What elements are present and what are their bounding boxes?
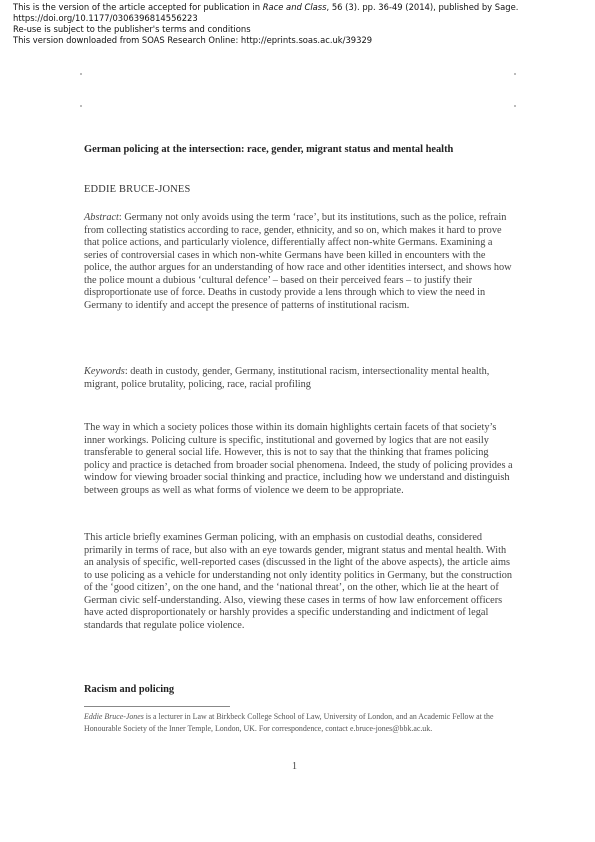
author-footnote: [84, 711, 514, 734]
footnote-divider: [84, 706, 230, 707]
section-heading: Racism and policing: [84, 684, 175, 695]
body-paragraph-2: This article briefly examines German policing, with an emphasis on custodial deaths, considered primarily in terms of race, but also with an eye towards gender, migrant status and mental health. With an analysis of specific, well-reported cases (discussed in the light of the above aspects), the article aims to use policing as a vehicle for understanding not only identity politics in Germany, but the construction of the ‘good citizen’, on the one hand, and the ‘national threat’, on the other, which lie at the heart of German civic self-understanding. Also, viewing these cases in terms of how law enforcement officers have acted disproportionately or harshly provides a specific understanding and indictment of legal standards that regulate police violence.: [84, 532, 512, 631]
keywords-label: Keywords: [84, 366, 125, 377]
notice-line-publication: [13, 2, 583, 13]
article-title: German policing at the intersection: race, gender, migrant status and mental health: [84, 144, 454, 155]
notice-terms: Re-use is subject to the publisher's terms and conditions: [13, 24, 251, 34]
abstract: [84, 212, 514, 312]
abstract-label: Abstract: [84, 212, 119, 223]
crop-mark: [514, 105, 516, 107]
notice-download-source: This version downloaded from SOAS Research Online: http://eprints.soas.ac.uk/39329: [13, 35, 373, 45]
body-paragraph-1: The way in which a society polices those within its domain highlights certain facets of that society’s inner workings. Policing culture is specific, institutional and governed by logics that are not easily transferable to general social life. However, this is not to say that the thinking that frames policing policy and practice is detached from broader social phenomena. Indeed, the study of policing provides a window for viewing broader social thinking and practice, including how we understand and distinguish between groups as well as what forms of violence we deem to be appropriate.: [84, 422, 513, 496]
article-author: EDDIE BRUCE-JONES: [84, 184, 191, 195]
doi-link[interactable]: https://doi.org/10.1177/0306396814556223: [13, 13, 198, 23]
download-notice: [13, 2, 583, 46]
crop-mark: [80, 105, 82, 107]
keywords: [84, 366, 514, 391]
footnote-author-name: Eddie Bruce-Jones: [84, 712, 144, 721]
keywords-text: : death in custody, gender, Germany, institutional racism, intersectionality mental health, migrant, police brutality, policing, race, racial profiling: [84, 366, 490, 390]
crop-mark: [80, 73, 82, 75]
journal-name: Race and Class: [262, 2, 327, 12]
notice-text: , 56 (3). pp. 36-49 (2014), published by Sage.: [326, 2, 519, 12]
crop-mark: [514, 73, 516, 75]
abstract-text: : Germany not only avoids using the term ‘race’, but its institutions, such as the police, refrain from collecting statistics according to race, gender, ethnicity, and so on, which makes it hard to prove that police actions, and particularly violence, differentially affect non-white Germans. Examining a series of controversial cases in which non-white Germans have been killed in encounters with the police, the author argues for an understanding of how race and other identities intersect, and shows how the police mount a dubious ‘cultural defence’ – based on their perceived fears – to justify their disproportionate use of force. Deaths in custody provide a lens through which to view the need in Germany to identify and accept the presence of patterns of institutional racism.: [84, 212, 512, 311]
page-number: 1: [292, 761, 297, 772]
footnote-text: is a lecturer in Law at Birkbeck College School of Law, University of London, and an Academic Fellow at the Honourable Society of the Inner Temple, London, UK. For correspondence, contact e.bruce-jones@bbk.ac.uk.: [84, 712, 494, 733]
notice-text: This is the version of the article accepted for publication in: [13, 2, 263, 12]
